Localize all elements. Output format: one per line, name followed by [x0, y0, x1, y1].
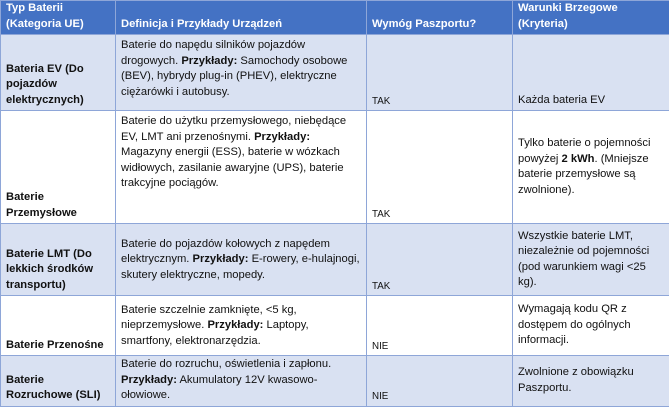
definition-cell: [116, 356, 367, 407]
definition-text: Baterie do użytku przemysłowego, niebędące EV, LMT ani przenośnymi.: [121, 115, 347, 143]
examples-text: E-rowery, e-hulajnogi, skutery elektryczne, mopedy.: [121, 253, 360, 281]
battery-type-cell: Baterie Rozruchowe (SLI): [1, 356, 116, 407]
examples-label: Przykłady:: [121, 373, 177, 386]
header-passport: Wymóg Paszportu?: [367, 1, 513, 35]
table-row: [1, 111, 669, 224]
passport-cell: NIE: [367, 296, 513, 356]
definition-text: Baterie do rozruchu, oświetlenia i zapłonu.: [121, 358, 332, 370]
criteria-text: Zwolnione z obowiązku Paszportu.: [518, 366, 634, 394]
definition-cell: [116, 35, 367, 111]
criteria-text-after: . (Mniejsze baterie przemysłowe są zwolnione).: [518, 152, 649, 196]
definition-text: Baterie do pojazdów kołowych z napędem elektrycznym.: [121, 237, 330, 266]
criteria-text: Wszystkie baterie LMT, niezależnie od pojemności (pod warunkiem wagi <25 kg).: [518, 229, 650, 288]
header-battery-type: Typ Baterii (Kategoria UE): [1, 1, 116, 35]
header-criteria: Warunki Brzegowe (Kryteria): [513, 1, 669, 35]
examples-text: Samochody osobowe (BEV), hybrydy plug-in (PHEV), elektryczne ciężarówki i autobusy.: [121, 54, 348, 98]
criteria-cell: [513, 356, 669, 407]
definition-cell: [116, 111, 367, 224]
examples-label: Przykłady:: [181, 54, 238, 67]
criteria-text: Wymagają kodu QR z dostępem do ogólnych informacji.: [518, 303, 631, 347]
table-row: [1, 35, 669, 111]
header-row: [1, 1, 669, 35]
passport-cell: TAK: [367, 224, 513, 296]
criteria-cell: [513, 111, 669, 224]
examples-text: Akumulatory 12V kwasowo-ołowiowe.: [121, 373, 318, 401]
header-definition: Definicja i Przykłady Urządzeń: [116, 1, 367, 35]
passport-cell: TAK: [367, 35, 513, 111]
battery-type-cell: Baterie Przemysłowe: [1, 111, 116, 224]
criteria-cell: [513, 224, 669, 296]
definition-text: Baterie szczelnie zamknięte, <5 kg, nieprzemysłowe.: [121, 303, 297, 332]
examples-text: Laptopy, smartfony, elektronarzędzia.: [121, 319, 309, 347]
examples-label: Przykłady:: [192, 253, 249, 266]
examples-label: Przykłady:: [207, 319, 264, 332]
criteria-threshold: 2 kWh: [561, 152, 595, 165]
definition-cell: [116, 296, 367, 356]
battery-type-cell: Bateria EV (Do pojazdów elektrycznych): [1, 35, 116, 111]
table-row: [1, 296, 669, 356]
table-row: [1, 356, 669, 407]
criteria-text-before: Tylko baterie o pojemności powyżej: [518, 137, 651, 165]
examples-label: Przykłady:: [254, 130, 311, 143]
criteria-cell: [513, 35, 669, 111]
table-row: [1, 224, 669, 296]
battery-type-cell: Baterie LMT (Do lekkich środków transportu): [1, 224, 116, 296]
battery-type-cell: Baterie Przenośne: [1, 296, 116, 356]
examples-text: Magazyny energii (ESS), baterie w wózkach widłowych, zasilanie awaryjne (UPS), baterie trakcyjne pociągów.: [121, 146, 344, 189]
criteria-cell: [513, 296, 669, 356]
criteria-text: Każda bateria EV: [518, 93, 606, 106]
passport-cell: TAK: [367, 111, 513, 224]
definition-text: Baterie do napędu silników pojazdów drogowych.: [121, 39, 306, 67]
passport-cell: NIE: [367, 356, 513, 407]
definition-cell: [116, 224, 367, 296]
